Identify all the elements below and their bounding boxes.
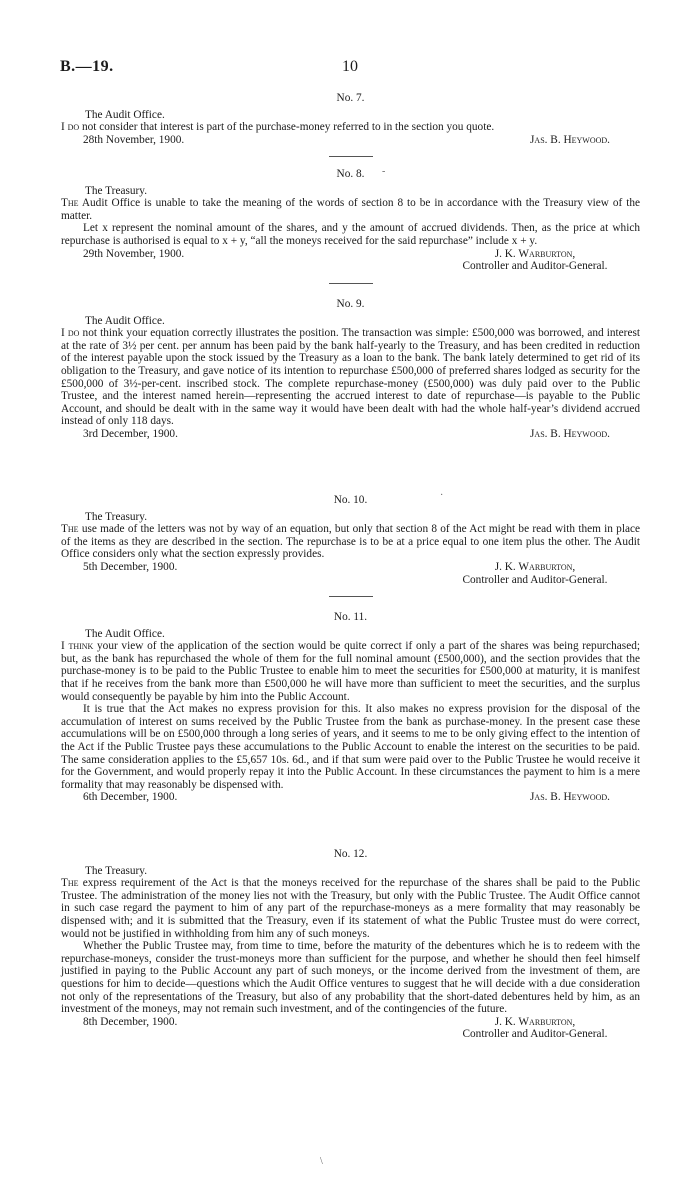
page-number: 10 xyxy=(342,58,358,75)
signature-block xyxy=(430,561,640,586)
signature-title: Controller and Auditor-General. xyxy=(462,573,608,586)
letter-12 xyxy=(61,848,640,1041)
paragraph xyxy=(61,877,640,940)
signature: Jas. B. Heywood. xyxy=(530,427,610,440)
signature-row xyxy=(61,134,640,147)
paragraph xyxy=(61,640,640,703)
paragraph-lead: I do xyxy=(61,121,80,134)
signature-row xyxy=(61,1016,640,1041)
paragraph-text: not consider that interest is part of the purchase-money referred to in the section you quote. xyxy=(79,121,495,134)
letter-number: No. 11. xyxy=(333,611,368,623)
signature-row xyxy=(61,561,640,586)
paragraph xyxy=(61,222,640,247)
letter-date: 28th November, 1900. xyxy=(83,133,185,146)
signature-row xyxy=(61,428,640,441)
letter-number: No. 8. xyxy=(336,168,365,180)
paragraph-text: Let x represent the nominal amount of the shares, and y the amount of accrued dividends. Then, as the price at which repurchase is authorised is equal to x + y, “all the moneys received for the said repurchase” include x + y. xyxy=(61,222,640,247)
paragraph xyxy=(61,327,640,428)
addressee: The Treasury. xyxy=(85,184,148,197)
signature: Jas. B. Heywood. xyxy=(530,133,610,146)
scan-speck: - xyxy=(382,166,386,177)
letter-8 xyxy=(61,168,640,292)
paragraph-text: your view of the application of the section would be quite correct if only a part of the shares was being repurchased; but, as the bank has repurchased the whole of them for the full nominal amount (£500,000), and the section provides that the purchase-money is to be paid to the Public Trustee to enable him to meet the securities for £500,000 at maturity, it is manifest that if he receives from the bank more than £500,000 he will have more than sufficient to meet the securities, and the surplus would consequently be payable by him into the Public Account. xyxy=(61,640,640,703)
signature: J. K. Warburton, xyxy=(494,1015,576,1028)
addressee: The Audit Office. xyxy=(85,627,165,640)
paragraph-text: Audit Office is unable to take the meaning of the words of section 8 to be in accordance with the Treasury view of the matter. xyxy=(61,197,640,222)
paragraph-text: not think your equation correctly illustrates the position. The transaction was simple: £500,000 was borrowed, and interest at the rate of 3½ per cent. per annum has been paid by the bank half-yearly to the Treasury, and has been credited in reduction of the interest payable upon the stock issued by the Treasury as a loan to the bank. The bank lately determined to get rid of its obligation to the Treasury, and gave notice of its intention to repurchase £500,000 of preferred shares lodged as security for the £500,000 of 3½-per-cent. inscribed stock. The complete repurchase-money (£500,000) was duly paid over to the Public Trustee, and the interest named herein—representing the accrued interest to date of repurchase—is payable to the Public Account, and should be dealt with in the same way it would have been dealt with had the whole half-year’s dividend accrued instead of only 118 days. xyxy=(61,327,640,428)
signature-block xyxy=(430,1016,640,1041)
signature: Jas. B. Heywood. xyxy=(530,791,610,804)
letter-10 xyxy=(61,494,640,605)
addressee: The Treasury. xyxy=(85,510,148,523)
letter-date: 29th November, 1900. xyxy=(83,247,185,260)
letter-number: No. 9. xyxy=(336,298,365,310)
addressee: The Treasury. xyxy=(85,864,148,877)
separator-rule xyxy=(329,596,373,597)
letter-7 xyxy=(61,92,640,165)
signature-row xyxy=(61,791,640,804)
letter-number: No. 12. xyxy=(333,848,368,860)
letter-date: 6th December, 1900. xyxy=(83,791,178,804)
paragraph-lead: I do xyxy=(61,327,80,340)
paragraph-text: use made of the letters was not by way of an equation, but only that section 8 of the Act might be read with them in place of the items as they are described in the section. The repurchase is to be at a price equal to one item plus the other. The Audit Office considers only what the section expressly provides. xyxy=(61,523,640,561)
paragraph-text: express requirement of the Act is that the moneys received for the repurchase of the shares shall be paid to the Public Trustee. The administration of the money lies not with the Treasury, but only with the Public Trustee. The Audit Office cannot in such case regard the payment to him of any part of the repurchase-moneys as a mere formality that may reasonably be dispensed with; and it is submitted that the Treasury, even if its statement of what the Public Trustee must do were correct, would not be justified in withholding from him any of such moneys. xyxy=(61,877,640,940)
scan-speck: \ xyxy=(320,1156,323,1167)
paragraph xyxy=(61,197,640,222)
separator-rule xyxy=(329,156,373,157)
paragraph-lead: The xyxy=(61,523,79,536)
signature-title: Controller and Auditor-General. xyxy=(462,260,608,273)
letter-date: 8th December, 1900. xyxy=(83,1015,178,1028)
signature-block xyxy=(430,248,640,273)
paragraph xyxy=(61,940,640,1016)
paragraph-lead: The xyxy=(61,197,79,210)
letter-date: 3rd December, 1900. xyxy=(83,427,178,440)
addressee: The Audit Office. xyxy=(85,314,165,327)
separator-rule xyxy=(329,283,373,284)
signature-row xyxy=(61,248,640,273)
paragraph-lead: The xyxy=(61,877,79,890)
paragraph-text: It is true that the Act makes no express provision for this. It also makes no express provision for the disposal of the accumulation of interest on sums received by the Public Trustee from the bank as purchase-money. In the present case these accumulations will be on £500,000 through a long series of years, and it seems to me to be only giving effect to the intention of the Act if the Public Trustee pays these accumulations to the Public Account to enable the interest on the securities to be paid. The same consideration applies to the £5,657 10s. 6d., and if that sum were paid over to the Public Trustee he would receive it for the Government, and would properly repay it into the Public Account. In these circumstances the payment to him is a mere formality that may reasonably be dispensed with. xyxy=(61,703,640,791)
paragraph xyxy=(61,523,640,561)
paragraph-lead: I think xyxy=(61,640,94,653)
addressee: The Audit Office. xyxy=(85,108,165,121)
letter-date: 5th December, 1900. xyxy=(83,560,178,573)
page-reference: B.—19. xyxy=(60,58,114,75)
letter-9 xyxy=(61,298,640,441)
paragraph xyxy=(61,121,640,134)
signature: J. K. Warburton, xyxy=(494,247,576,260)
signature-title: Controller and Auditor-General. xyxy=(462,1028,608,1041)
paragraph-text: Whether the Public Trustee may, from time to time, before the maturity of the debentures which he is to redeem with the repurchase-moneys, consider the trust-moneys more than sufficient for the purpose, and whether he should then feel himself justified in paying to the Public Account any part of such moneys, or the income derived from the investment of them, are questions for him to decide—questions which the Audit Office ventures to suggest that he will decide with a due consideration not only of the representations of the Treasury, but also of any probability that the short-dated debentures held by him, as an investment of the moneys, may not remain such investment, and of the contingencies of the future. xyxy=(61,940,640,1016)
paragraph xyxy=(61,703,640,791)
signature: J. K. Warburton, xyxy=(494,560,576,573)
letter-number: No. 7. xyxy=(336,92,365,104)
letter-11 xyxy=(61,611,640,804)
scan-speck: · xyxy=(440,490,444,501)
letter-number: No. 10. xyxy=(333,494,368,506)
